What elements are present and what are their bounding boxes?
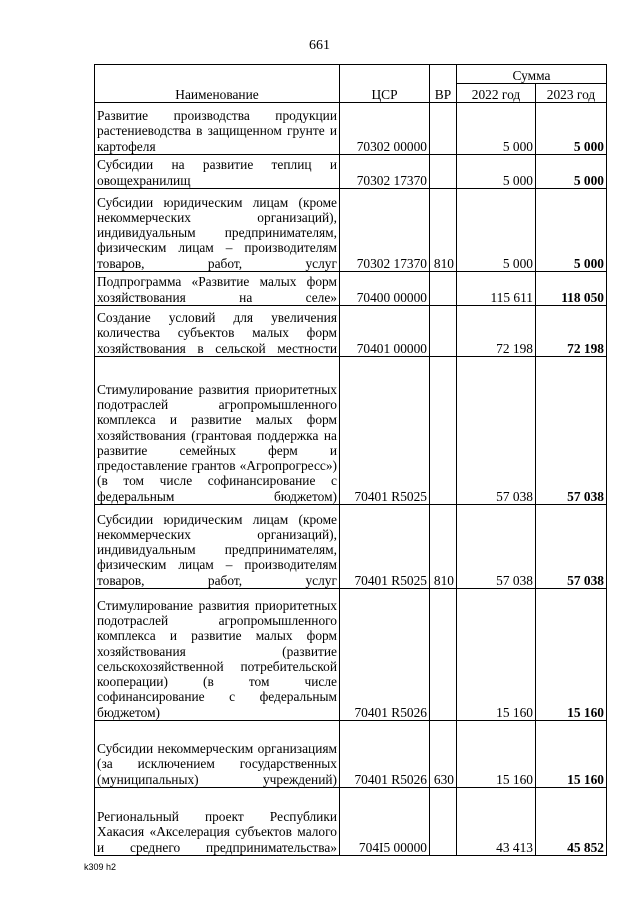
budget-table <box>94 64 607 856</box>
row-sum-2022: 72 198 <box>457 306 536 357</box>
row-vr <box>430 306 457 357</box>
row-sum-2022: 57 038 <box>457 357 536 505</box>
header-csr: ЦСР <box>340 65 430 103</box>
row-vr <box>430 357 457 505</box>
row-sum-2023: 5 000 <box>536 103 607 155</box>
row-sum-2023: 57 038 <box>536 505 607 589</box>
row-name <box>95 505 340 589</box>
table-row <box>95 721 607 788</box>
row-csr: 70302 17370 <box>340 189 430 272</box>
table-row <box>95 189 607 272</box>
row-name-text: Создание условий для увеличения количества субъектов малых форм хозяйствования в сельской местности <box>97 310 337 356</box>
row-csr: 70401 R5026 <box>340 589 430 721</box>
row-csr: 70400 00000 <box>340 272 430 306</box>
row-csr: 704I5 00000 <box>340 788 430 856</box>
header-year-2023: 2023 год <box>536 84 607 103</box>
page-number: 661 <box>309 38 330 53</box>
row-vr <box>430 155 457 189</box>
row-sum-2022: 115 611 <box>457 272 536 306</box>
row-vr <box>430 272 457 306</box>
row-vr <box>430 788 457 856</box>
row-sum-2023: 15 160 <box>536 589 607 721</box>
row-sum-2023: 72 198 <box>536 306 607 357</box>
row-sum-2022: 15 160 <box>457 589 536 721</box>
row-vr: 630 <box>430 721 457 788</box>
row-csr: 70401 R5025 <box>340 357 430 505</box>
row-name <box>95 103 340 155</box>
row-vr <box>430 103 457 155</box>
header-year-2022: 2022 год <box>457 84 536 103</box>
row-sum-2023: 15 160 <box>536 721 607 788</box>
table-row <box>95 272 607 306</box>
row-sum-2023: 57 038 <box>536 357 607 505</box>
header-name: Наименование <box>95 65 340 103</box>
row-sum-2023: 118 050 <box>536 272 607 306</box>
table-row <box>95 306 607 357</box>
header-sum: Сумма <box>457 65 607 84</box>
row-name-text: Субсидии некоммерческим организациям (за исключением государственных (муниципальных) учреждений) <box>97 741 337 787</box>
table-row <box>95 505 607 589</box>
row-name <box>95 155 340 189</box>
row-name <box>95 189 340 272</box>
table-row <box>95 155 607 189</box>
row-csr: 70401 R5026 <box>340 721 430 788</box>
table-row <box>95 788 607 856</box>
row-name-text: Развитие производства продукции растениеводства в защищенном грунте и картофеля <box>97 108 337 154</box>
row-csr: 70401 00000 <box>340 306 430 357</box>
row-sum-2023: 5 000 <box>536 155 607 189</box>
row-sum-2023: 45 852 <box>536 788 607 856</box>
row-name-text: Субсидии на развитие теплиц и овощехранилищ <box>97 157 337 188</box>
row-vr <box>430 589 457 721</box>
table-row <box>95 103 607 155</box>
row-vr: 810 <box>430 189 457 272</box>
row-sum-2022: 5 000 <box>457 155 536 189</box>
row-csr: 70401 R5025 <box>340 505 430 589</box>
row-sum-2022: 5 000 <box>457 103 536 155</box>
row-name <box>95 589 340 721</box>
row-name-text: Стимулирование развития приоритетных подотраслей агропромышленного комплекса и развитие малых форм хозяйствования (грантовая поддержка на развитие семейных ферм и предоставление грантов «Агропрогресс») (в том числе софинансирование с федеральным бюджетом) <box>97 381 337 504</box>
row-name-text: Стимулирование развития приоритетных подотраслей агропромышленного комплекса и развитие малых форм хозяйствования (развитие сельскохозяйственной потребительской кооперации) (в том числе софинансирование с федеральным бюджетом) <box>97 597 337 720</box>
row-sum-2023: 5 000 <box>536 189 607 272</box>
row-csr: 70302 00000 <box>340 103 430 155</box>
row-name <box>95 306 340 357</box>
row-name <box>95 272 340 306</box>
row-name-text: Субсидии юридическим лицам (кроме некоммерческих организаций), индивидуальным предпринимателям, физическим лицам – производителям товаров, работ, услуг <box>97 511 337 588</box>
row-name <box>95 721 340 788</box>
table-row <box>95 357 607 505</box>
row-name <box>95 357 340 505</box>
row-name-text: Субсидии юридическим лицам (кроме некоммерческих организаций), индивидуальным предпринимателям, физическим лицам – производителям товаров, работ, услуг <box>97 194 337 271</box>
header-vr: ВР <box>430 65 457 103</box>
row-name-text: Подпрограмма «Развитие малых форм хозяйствования на селе» <box>97 274 337 305</box>
table-row <box>95 589 607 721</box>
row-name <box>95 788 340 856</box>
row-sum-2022: 5 000 <box>457 189 536 272</box>
row-sum-2022: 57 038 <box>457 505 536 589</box>
row-sum-2022: 15 160 <box>457 721 536 788</box>
row-csr: 70302 17370 <box>340 155 430 189</box>
row-sum-2022: 43 413 <box>457 788 536 856</box>
row-name-text: Региональный проект Республики Хакасия «Акселерация субъектов малого и среднего предпринимательства» <box>97 809 337 855</box>
row-vr: 810 <box>430 505 457 589</box>
footer-code: k309 h2 <box>84 862 117 872</box>
